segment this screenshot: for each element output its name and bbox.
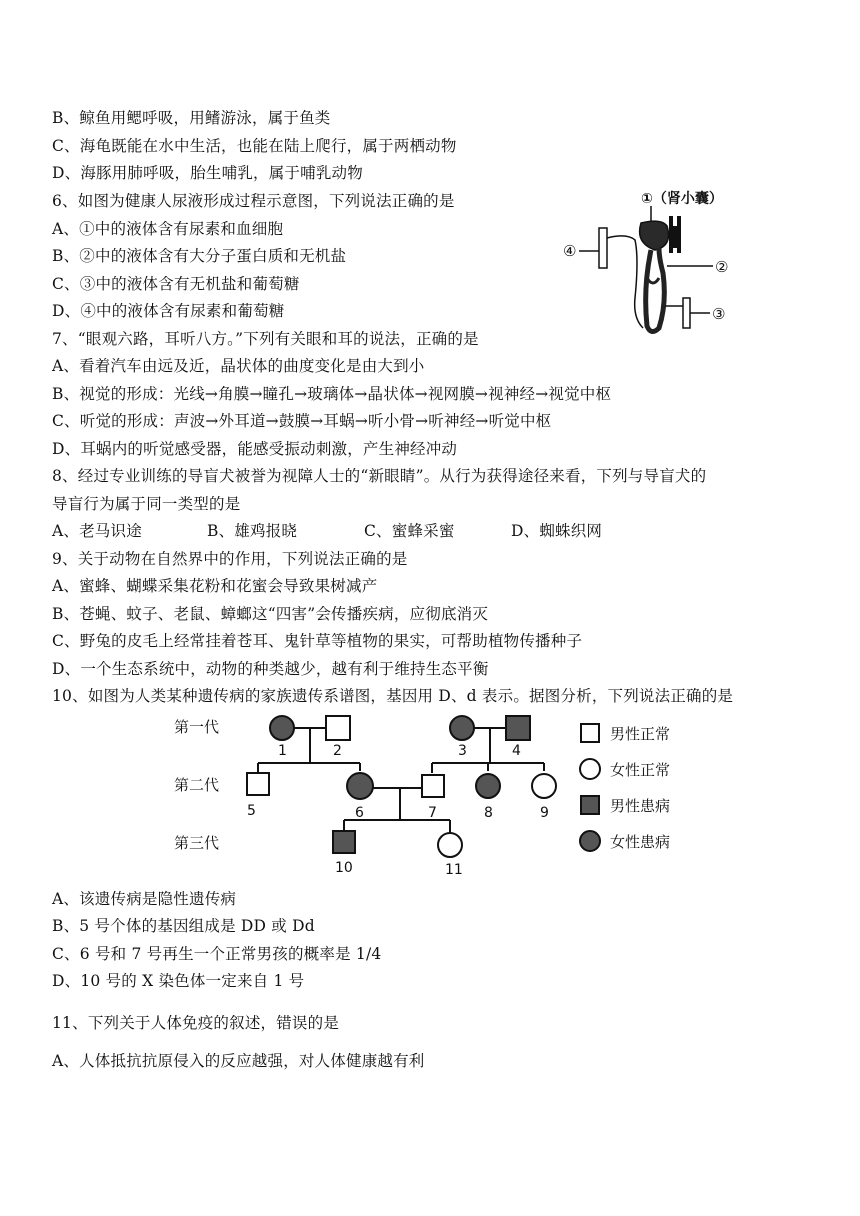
q7-option-a: A、看着汽车由远及近，晶状体的曲度变化是由大到小	[52, 357, 425, 375]
legend-normal-female-symbol	[580, 759, 600, 779]
individual-5-normal-male	[247, 773, 269, 795]
bowmans-capsule	[640, 221, 669, 250]
q8-options	[52, 521, 602, 541]
individual-2-normal-male	[326, 716, 350, 740]
q10-option-b: B、5 号个体的基因组成是 DD 或 Dd	[52, 917, 315, 935]
q6-option-b: B、②中的液体含有大分子蛋白质和无机盐	[52, 247, 347, 265]
individual-number-8: 8	[484, 805, 493, 821]
individual-number-11: 11	[445, 862, 463, 878]
individual-number-4: 4	[512, 743, 521, 759]
individual-number-1: 1	[278, 743, 287, 759]
label-1-bowmans-capsule: ①（肾小囊）	[641, 191, 723, 207]
q5-option-d: D、海豚用肺呼吸，胎生哺乳，属于哺乳动物	[52, 164, 363, 182]
individual-3-affected-female	[450, 716, 474, 740]
individual-number-7: 7	[428, 805, 437, 821]
q9-option-b: B、苍蝇、蚊子、老鼠、蟑螂这“四害”会传播疾病，应彻底消灭	[52, 605, 489, 623]
q8-option-b: B、雄鸡报晓	[207, 522, 298, 540]
label-3: ③	[712, 305, 726, 323]
q7-stem: 7、“眼观六路，耳听八方。”下列有关眼和耳的说法，正确的是	[52, 330, 479, 348]
legend-normal-female: 女性正常	[610, 761, 671, 779]
individual-8-affected-female	[476, 774, 500, 798]
q6-option-a: A、①中的液体含有尿素和血细胞	[52, 220, 284, 238]
q7-option-c: C、听觉的形成：声波→外耳道→鼓膜→耳蜗→听小骨→听神经→听觉中枢	[52, 412, 552, 430]
q10-option-c: C、6 号和 7 号再生一个正常男孩的概率是 1/4	[52, 945, 382, 963]
q9-option-a: A、蜜蜂、蝴蝶采集花粉和花蜜会导致果树减产	[52, 577, 378, 595]
legend-affected-female: 女性患病	[610, 833, 671, 851]
individual-number-2: 2	[333, 743, 342, 759]
q7-option-d: D、耳蜗内的听觉感受器，能感受振动刺激，产生神经冲动	[52, 440, 458, 458]
collecting-duct	[599, 228, 607, 268]
individual-7-normal-male	[422, 775, 444, 797]
q6-option-d: D、④中的液体含有尿素和葡萄糖	[52, 302, 285, 320]
individual-10-affected-male	[333, 831, 355, 853]
legend-normal-male: 男性正常	[610, 725, 671, 743]
q5-option-c: C、海龟既能在水中生活，也能在陆上爬行，属于两栖动物	[52, 137, 457, 155]
legend-affected-male: 男性患病	[610, 797, 671, 815]
nephron-figure	[555, 178, 785, 338]
q6-option-c: C、③中的液体含有无机盐和葡萄糖	[52, 275, 300, 293]
q10-option-d: D、10 号的 X 染色体一定来自 1 号	[52, 972, 305, 990]
generation-label-3: 第三代	[174, 834, 220, 852]
individual-number-3: 3	[458, 743, 467, 759]
individual-number-5: 5	[247, 803, 256, 819]
q8-option-a: A、老马识途	[52, 522, 142, 540]
q9-option-d: D、一个生态系统中，动物的种类越少，越有利于维持生态平衡	[52, 660, 489, 678]
q5-option-b: B、鲸鱼用鳃呼吸，用鳍游泳，属于鱼类	[52, 109, 331, 127]
q8-stem-line1: 8、经过专业训练的导盲犬被誉为视障人士的“新眼睛”。从行为获得途径来看，下列与导盲犬的	[52, 467, 707, 485]
q8-stem-line2: 导盲行为属于同一类型的是	[52, 495, 241, 513]
q9-stem: 9、关于动物在自然界中的作用，下列说法正确的是	[52, 550, 408, 568]
legend-normal-male-symbol	[581, 724, 599, 742]
individual-number-6: 6	[355, 805, 364, 821]
individual-11-normal-female	[438, 833, 462, 857]
legend-affected-female-symbol	[580, 831, 600, 851]
q6-stem: 6、如图为健康人尿液形成过程示意图，下列说法正确的是	[52, 192, 455, 210]
q8-option-c: C、蜜蜂采蜜	[364, 522, 455, 540]
generation-label-2: 第二代	[174, 776, 220, 794]
individual-number-10: 10	[335, 860, 353, 876]
individual-9-normal-female	[532, 774, 556, 798]
individual-number-9: 9	[540, 805, 549, 821]
generation-label-1: 第一代	[174, 718, 220, 736]
renal-tubule	[646, 248, 665, 332]
q10-stem: 10、如图为人类某种遗传病的家族遗传系谱图，基因用 D、d 表示。据图分析，下列说法正确的是	[52, 687, 734, 705]
q9-option-c: C、野兔的皮毛上经常挂着苍耳、鬼针草等植物的果实，可帮助植物传播种子	[52, 632, 583, 650]
q11-stem: 11、下列关于人体免疫的叙述，错误的是	[52, 1014, 340, 1032]
q7-option-b: B、视觉的形成：光线→角膜→瞳孔→玻璃体→晶状体→视网膜→视神经→视觉中枢	[52, 385, 612, 403]
legend-affected-male-symbol	[581, 796, 599, 814]
label-2: ②	[715, 258, 729, 276]
individual-4-affected-male	[506, 716, 530, 740]
label-4: ④	[563, 242, 577, 260]
individual-1-affected-female	[270, 716, 294, 740]
q11-option-a: A、人体抵抗抗原侵入的反应越强，对人体健康越有利	[52, 1052, 425, 1070]
q8-option-d: D、蜘蛛织网	[511, 522, 603, 540]
q10-option-a: A、该遗传病是隐性遗传病	[52, 890, 237, 908]
pedigree-chart	[160, 708, 720, 884]
glomerulus-vessels	[671, 216, 679, 253]
individual-6-affected-female	[347, 773, 373, 799]
